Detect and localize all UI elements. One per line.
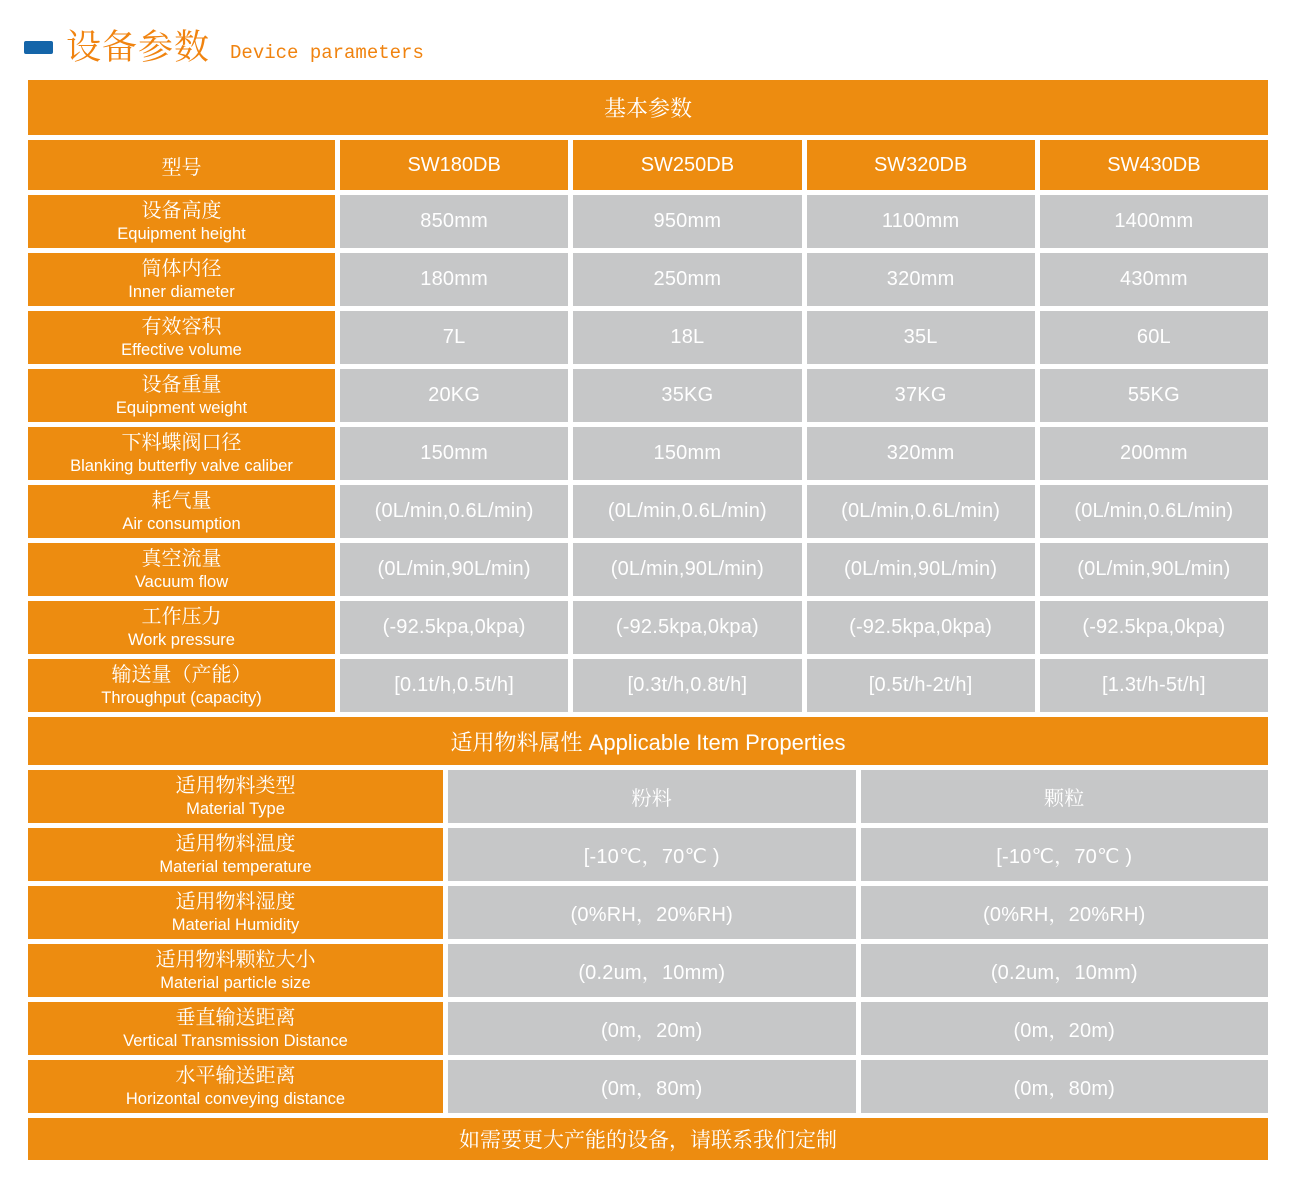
param-label-en: Effective volume [121, 340, 242, 359]
param-value: 35L [807, 311, 1035, 364]
param-value: (0L/min,0.6L/min) [573, 485, 801, 538]
param-label-cn: 耗气量 [151, 489, 212, 512]
table-row-equipment-weight [28, 369, 1268, 422]
param-label [28, 828, 443, 881]
param-value: (0L/min,0.6L/min) [1040, 485, 1268, 538]
param-value: 430mm [1040, 253, 1268, 306]
param-value: 60L [1040, 311, 1268, 364]
param-value: 200mm [1040, 427, 1268, 480]
table-row-valve-caliber [28, 427, 1268, 480]
param-value: [0.1t/h,0.5t/h] [340, 659, 568, 712]
param-label [28, 1002, 443, 1055]
param-label [28, 427, 335, 480]
table-row-material-type [28, 770, 1268, 823]
param-value: 150mm [340, 427, 568, 480]
param-label [28, 195, 335, 248]
param-value: [0.5t/h-2t/h] [807, 659, 1035, 712]
param-value: (-92.5kpa,0kpa) [807, 601, 1035, 654]
param-value: (-92.5kpa,0kpa) [1040, 601, 1268, 654]
param-value: (0L/min,0.6L/min) [807, 485, 1035, 538]
param-label-cn: 适用物料类型 [175, 774, 296, 797]
param-value: 1100mm [807, 195, 1035, 248]
param-value: (0L/min,90L/min) [573, 543, 801, 596]
param-value: (0m，20m) [861, 1002, 1269, 1055]
param-value: [1.3t/h-5t/h] [1040, 659, 1268, 712]
param-value: (0%RH，20%RH) [448, 886, 856, 939]
param-label-en: Throughput (capacity) [101, 688, 262, 707]
param-label-cn: 真空流量 [141, 547, 222, 570]
param-value: 320mm [807, 427, 1035, 480]
param-label-en: Vacuum flow [134, 572, 229, 591]
param-label [28, 601, 335, 654]
param-value: [-10℃，70℃ ) [861, 828, 1269, 881]
page-title-cn: 设备参数 [66, 27, 211, 67]
param-label [28, 485, 335, 538]
param-label-en: Work pressure [128, 630, 235, 649]
param-value: 180mm [340, 253, 568, 306]
param-value: 35KG [573, 369, 801, 422]
param-value: (0m，80m) [448, 1060, 856, 1113]
model-row-label: 型号 [28, 140, 335, 190]
param-value: (0m，80m) [861, 1060, 1269, 1113]
table-row-vacuum-flow [28, 543, 1268, 596]
param-value: 7L [340, 311, 568, 364]
param-value: 950mm [573, 195, 801, 248]
param-value: 粉料 [448, 770, 856, 823]
param-label-cn: 适用物料温度 [175, 832, 296, 855]
param-value: 20KG [340, 369, 568, 422]
param-value: (0m，20m) [448, 1002, 856, 1055]
param-value: (0L/min,90L/min) [1040, 543, 1268, 596]
table-row-throughput [28, 659, 1268, 712]
param-label-cn: 筒体内径 [141, 257, 222, 280]
table-row-work-pressure [28, 601, 1268, 654]
param-label [28, 543, 335, 596]
param-label-cn: 适用物料湿度 [175, 890, 296, 913]
table-row-air-consumption [28, 485, 1268, 538]
table-row-material-humidity [28, 886, 1268, 939]
param-label-en: Inner diameter [128, 282, 235, 301]
section-heading [0, 0, 1296, 70]
param-value: 250mm [573, 253, 801, 306]
param-label-cn: 输送量（产能） [111, 663, 252, 686]
param-label [28, 944, 443, 997]
param-label-en: Equipment height [117, 224, 246, 243]
param-value: (0L/min,90L/min) [807, 543, 1035, 596]
param-label [28, 311, 335, 364]
param-value: (0%RH，20%RH) [861, 886, 1269, 939]
param-value: 320mm [807, 253, 1035, 306]
param-label-en: Material Humidity [171, 915, 300, 934]
param-label-en: Horizontal conveying distance [125, 1089, 346, 1108]
section-marker-icon [24, 41, 53, 54]
param-label-cn: 设备重量 [141, 373, 222, 396]
table-row-models [28, 140, 1268, 190]
model-name: SW430DB [1040, 140, 1268, 190]
param-value: [-10℃，70℃ ) [448, 828, 856, 881]
param-label-en: Material temperature [159, 857, 312, 876]
table-row-effective-volume [28, 311, 1268, 364]
param-value: 150mm [573, 427, 801, 480]
param-value: (0L/min,90L/min) [340, 543, 568, 596]
param-label-en: Vertical Transmission Distance [123, 1031, 348, 1050]
param-value: 18L [573, 311, 801, 364]
table-row-material-temperature [28, 828, 1268, 881]
param-label-en: Material Type [186, 799, 285, 818]
param-value: 37KG [807, 369, 1035, 422]
table-row-particle-size [28, 944, 1268, 997]
model-name: SW180DB [340, 140, 568, 190]
param-label [28, 770, 443, 823]
param-value: 颗粒 [861, 770, 1269, 823]
table-row-horizontal-distance [28, 1060, 1268, 1113]
table-row-equipment-height [28, 195, 1268, 248]
param-label-cn: 工作压力 [141, 605, 222, 628]
param-label [28, 886, 443, 939]
param-label-en: Equipment weight [115, 398, 248, 417]
parameters-table [28, 80, 1268, 1160]
table-row-inner-diameter [28, 253, 1268, 306]
param-value: (0L/min,0.6L/min) [340, 485, 568, 538]
param-label-cn: 有效容积 [141, 315, 222, 338]
material-props-header: 适用物料属性 Applicable Item Properties [28, 717, 1268, 765]
param-label [28, 1060, 443, 1113]
page-title-en: Device parameters [230, 42, 424, 64]
table-row-vertical-distance [28, 1002, 1268, 1055]
param-label-cn: 垂直输送距离 [175, 1006, 296, 1029]
param-value: [0.3t/h,0.8t/h] [573, 659, 801, 712]
param-label [28, 253, 335, 306]
param-value: (-92.5kpa,0kpa) [573, 601, 801, 654]
param-label-en: Material particle size [160, 973, 311, 992]
custom-capacity-note: 如需要更大产能的设备，请联系我们定制 [28, 1118, 1268, 1160]
param-label-cn: 设备高度 [141, 199, 222, 222]
param-value: 850mm [340, 195, 568, 248]
param-value: (0.2um，10mm) [448, 944, 856, 997]
param-value: (-92.5kpa,0kpa) [340, 601, 568, 654]
param-value: 1400mm [1040, 195, 1268, 248]
param-label-cn: 适用物料颗粒大小 [155, 948, 316, 971]
param-value: 55KG [1040, 369, 1268, 422]
param-value: (0.2um，10mm) [861, 944, 1269, 997]
model-name: SW250DB [573, 140, 801, 190]
param-label-cn: 下料蝶阀口径 [121, 431, 242, 454]
model-name: SW320DB [807, 140, 1035, 190]
param-label [28, 369, 335, 422]
param-label [28, 659, 335, 712]
param-label-cn: 水平输送距离 [175, 1064, 296, 1087]
param-label-en: Blanking butterfly valve caliber [70, 456, 293, 475]
basic-params-header: 基本参数 [28, 80, 1268, 135]
param-label-en: Air consumption [122, 514, 241, 533]
